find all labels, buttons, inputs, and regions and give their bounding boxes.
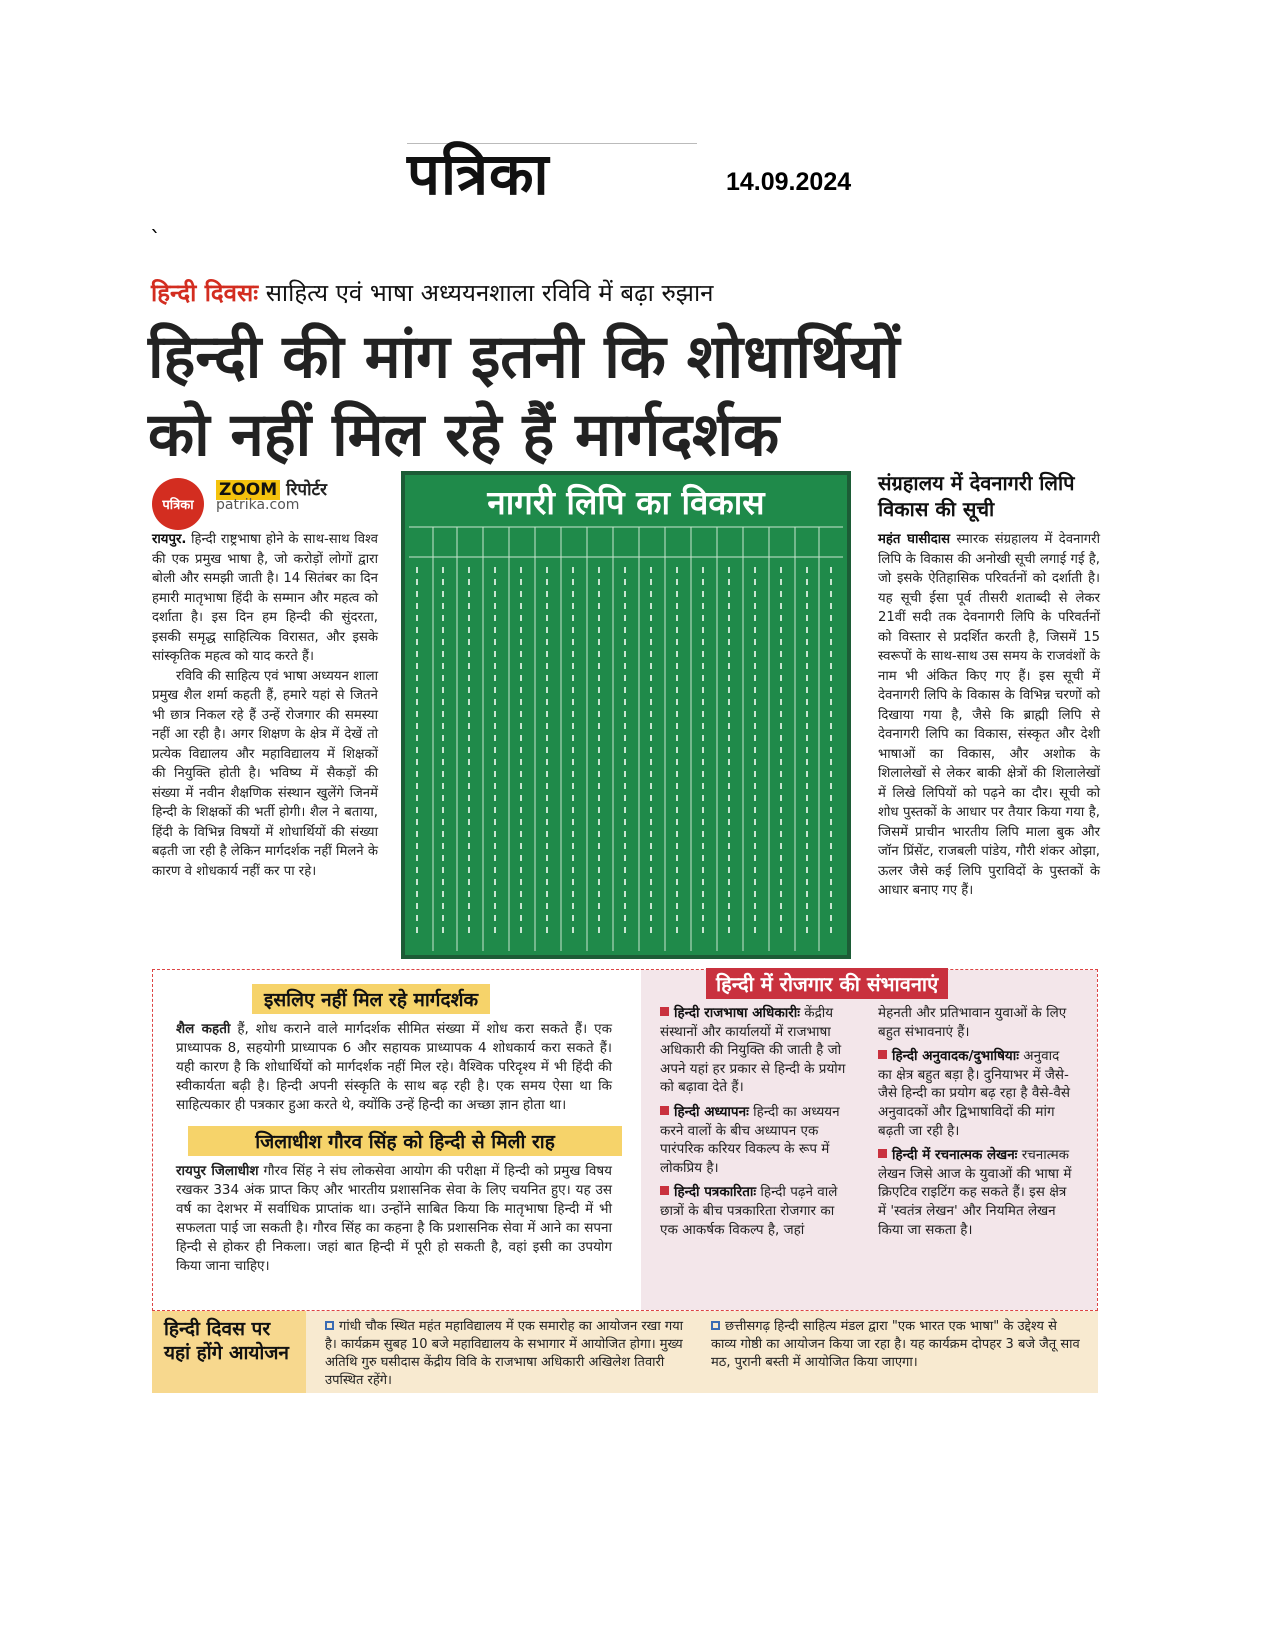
event-item: छत्तीसगढ़ हिन्दी साहित्य मंडल द्वारा "एक भारत एक भाषा" के उद्देश्य से काव्य गोष्ठी का आयोजन किया जा रहा है। यह कार्यक्रम दोपहर 3 बजे जैतू साव मठ, पुरानी बस्ती में आयोजित किया जाएगा। [711, 1319, 1080, 1370]
bullet-icon [660, 1106, 669, 1115]
reporter-label: रिपोर्टर [280, 480, 328, 500]
headline-line-1: हिन्दी की मांग इतनी कि शोधार्थियों [148, 322, 900, 392]
job-item: हिन्दी अनुवादक/दुभाषियाः अनुवाद का क्षेत्र बहुत बड़ा है। दुनियाभर में जैसे-जैसे हिन्दी का प्रयोग बढ़ रहा है वैसे-वैसे अनुवादकों और द्विभाषाविदों की मांग बढ़ती जा रही है। [878, 1048, 1070, 1139]
bullet-icon [711, 1321, 720, 1330]
jobs-column-2 [878, 1004, 1074, 1245]
bullet-icon [878, 1149, 887, 1158]
bullet-icon [660, 1007, 669, 1016]
article-body [152, 530, 378, 881]
event-item: गांधी चौक स्थित महंत महाविद्यालय में एक समारोह का आयोजन रखा गया है। कार्यक्रम सुबह 10 बजे महाविद्यालय के सभागार में आयोजित होगा। मुख्य अतिथि गुरु घसीदास केंद्रीय विवि के राजभाषा अधिकारी अखिलेश तिवारी उपस्थित रहेंगे। [325, 1319, 684, 1388]
bullet-icon [660, 1186, 669, 1195]
collector-heading: जिलाधीश गौरव सिंह को हिन्दी से मिली राह [188, 1126, 622, 1156]
jobs-heading: हिन्दी में रोजगार की संभावनाएं [706, 968, 948, 999]
kicker-label: हिन्दी दिवसः [151, 279, 259, 307]
job-item-continued: मेहनती और प्रतिभावान युवाओं के लिए बहुत संभावनाएं हैं। [878, 1005, 1067, 1040]
why-text: शैल कहती हैं, शोध कराने वाले मार्गदर्शक सीमित संख्या में शोध करा सकते हैं। एक प्राध्यापक 8, सहयोगी प्राध्यापक 6 और सहायक प्राध्यापक 4 शोधकार्य करा सकते हैं। यही कारण है कि शोधार्थियों को मार्गदर्शक नहीं मिल रहे। वैश्विक परिदृश्य में भी हिंदी की स्वीकार्यता बढ़ी है। हिन्दी अपनी संस्कृति के साथ बढ़ रही है। एक समय ऐसा था कि साहित्यकार ही पत्रकार हुआ करते थे, क्योंकि उन्हें हिन्दी का अच्छा ज्ञान होता था। [176, 1021, 612, 1113]
body-paragraph-2: रविवि की साहित्य एवं भाषा अध्ययन शाला प्रमुख शैल शर्मा कहती हैं, हमारे यहां से जितने भी छात्र निकल रहे हैं उन्हें रोजगार की समस्या नहीं आ रही है। अगर शिक्षण के क्षेत्र में देखें तो प्रत्येक विद्यालय और महाविद्यालय में शिक्षकों की नियुक्ति होती है। भविष्य में सैकड़ों की संख्या में नवीन शैक्षणिक संस्थान खुलेंगे जिनमें हिन्दी के शिक्षकों की भर्ती होगी। शैल ने बताया, हिंदी के विभिन्न विषयों में शोधार्थियों की संख्या बढ़ती जा रही है लेकिन मार्गदर्शक नहीं मिलने के कारण वे शोधकार्य नहीं कर पा रहे। [152, 668, 378, 879]
article-kicker [151, 276, 713, 309]
bullet-icon [878, 1050, 887, 1059]
dateline: रायपुर. [152, 532, 187, 547]
kicker-text: साहित्य एवं भाषा अध्ययनशाला रविवि में बढ़ा रुझान [258, 279, 714, 307]
sidebar-text: महंत घासीदास स्मारक संग्रहालय में देवनागरी लिपि के विकास की अनोखी सूची लगाई गई है, जो इसके ऐतिहासिक परिवर्तनों को दर्शाती है। यह सूची ईसा पूर्व तीसरी शताब्दी से लेकर 21वीं सदी तक देवनागरी लिपि के परिवर्तनों को विस्तार से प्रदर्शित करती है, जिसमें 15 स्वरूपों के साथ-साथ उस समय के राजवंशों के नाम भी अंकित किए गए हैं। इस सूची में देवनागरी लिपि के विकास के विभिन्न चरणों को दिखाया गया है, जैसे कि ब्राह्मी लिपि से देवनागरी लिपि का विकास, संस्कृत और देशी भाषाओं का विकास, और अशोक के शिलालेखों से लेकर बाकी क्षेत्रों की शिलालेखों में लिखे लिपियों को पढ़ने का दौर। सूची को शोध पुस्तकों के आधार पर तैयार किया गया है, जिसमें प्राचीन भारतीय लिपि माला बुक और जॉन प्रिंसेंट, राजबली पांडेय, गौरी शंकर ओझा, ऊलर जैसे कई लिपि पुराविदों के पुस्तकों के आधार बनाए गए हैं। [878, 532, 1100, 898]
publication-date: 14.09.2024 [726, 168, 852, 196]
masthead [407, 140, 697, 208]
job-item: हिन्दी अध्यापनः हिन्दी का अध्ययन करने वालों के बीच अध्यापन एक पारंपरिक करियर विकल्प के रूप में लोकप्रिय है। [660, 1103, 840, 1176]
zoom-logo: ZOOM [216, 480, 280, 500]
why-heading: इसलिए नहीं मिल रहे मार्गदर्शक [252, 984, 490, 1014]
job-item: हिन्दी में रचनात्मक लेखनः रचनात्मक लेखन जिसे आज के युवाओं की भाषा में क्रिएटिव राइटिंग कह सकते हैं। इस क्षेत्र में 'स्वतंत्र लेखन' और नियमित लेखन किया जा सकता है। [878, 1147, 1072, 1238]
board-title: नागरी लिपि का विकास [487, 483, 765, 522]
collector-text: रायपुर जिलाधीश गौरव सिंह ने संघ लोकसेवा आयोग की परीक्षा में हिन्दी को प्रमुख विषय रखकर 334 अंक प्राप्त किए और भारतीय प्रशासनिक सेवा के लिए चयनित हुए। यह उस वर्ष का देशभर में सर्वाधिक प्राप्तांक था। उन्होंने साबित किया कि मातृभाषा हिन्दी में भी सफलता पाई जा सकती है। गौरव सिंह का कहना है कि प्रशासनिक सेवा में आने का सपना हिन्दी से होकर ही निकला। जहां बात हिन्दी में पूरी हो सकती है, वहां इसी का उपयोग किया जाना चाहिए। [176, 1163, 612, 1274]
newspaper-name: पत्रिका [407, 140, 550, 208]
body-paragraph-1: रायपुर. हिन्दी राष्ट्रभाषा होने के साथ-साथ विश्व की एक प्रमुख भाषा है, जो करोड़ों लोगों द्वारा बोली और समझी जाती है। 14 सितंबर का दिन हमारी मातृभाषा हिंदी के सम्मान और महत्व को दर्शाता है। इस दिन हम हिन्दी की सुंदरता, इसकी समृद्ध साहित्यिक विरासत, और इसके सांस्कृतिक महत्व को याद करते हैं। [152, 532, 378, 664]
sidebar-heading: संग्रहालय में देवनागरी लिपि विकास की सूची [878, 471, 1075, 521]
bullet-icon [325, 1321, 334, 1330]
nagari-script-board-photo [401, 471, 851, 959]
jobs-column-1 [660, 1004, 855, 1245]
job-item: हिन्दी पत्रकारिताः हिन्दी पढ़ने वाले छात्रों के बीच पत्रकारिता रोजगार का एक आकर्षक विकल्प है, जहां [660, 1184, 838, 1238]
article-headline [148, 318, 1048, 474]
script-chart-grid [405, 475, 847, 955]
headline-line-2: को नहीं मिल रहे हैं मार्गदर्शक [148, 400, 780, 470]
patrika-logo: पत्रिका [152, 478, 204, 530]
events-title: हिन्दी दिवस पर यहां होंगे आयोजन [152, 1311, 306, 1393]
stray-mark: ` [150, 228, 161, 253]
reporter-site: patrika.com [216, 497, 300, 513]
sidebar-lead: महंत घासीदास [878, 532, 951, 547]
job-item: हिन्दी राजभाषा अधिकारीः केंद्रीय संस्थानों और कार्यालयों में राजभाषा अधिकारी की नियुक्ति की जाती है जो अपने यहां हर प्रकार से हिन्दी के प्रयोग को बढ़ावा देते हैं। [660, 1005, 846, 1096]
